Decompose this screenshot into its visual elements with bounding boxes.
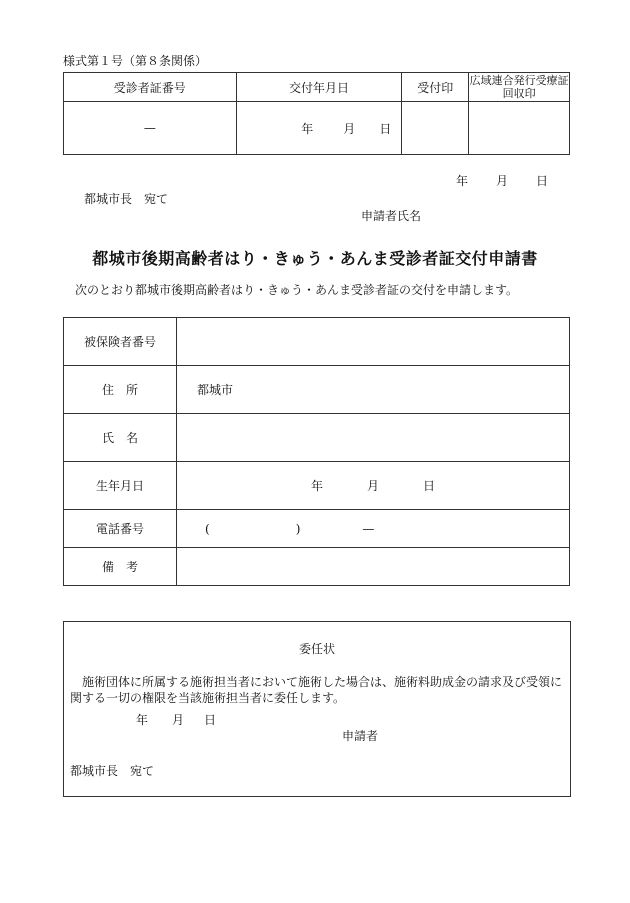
- header-collection-stamp: 広域連合発行受療証回収印: [469, 74, 569, 100]
- label-birth-date: 生年月日: [64, 462, 177, 510]
- phone-dash: —: [362, 521, 375, 536]
- label-insured-number: 被保険者番号: [64, 318, 177, 366]
- header-issue-date: 交付年月日: [236, 73, 402, 102]
- application-date-day: 日: [535, 174, 548, 188]
- header-reception-stamp: 受付印: [402, 73, 469, 102]
- label-remarks: 備 考: [64, 548, 177, 586]
- label-name: 氏 名: [64, 414, 177, 462]
- header-cert-number: 受診者証番号: [64, 73, 237, 102]
- proxy-date-year: 年: [136, 713, 149, 727]
- birth-date-month: 月: [366, 479, 379, 493]
- application-date: [456, 172, 548, 189]
- proxy-title: 委任状: [298, 642, 335, 656]
- birth-date-year: 年: [310, 479, 323, 493]
- application-form-table: [63, 317, 570, 586]
- reception-stamp-cell[interactable]: [402, 102, 469, 155]
- issue-date-year: 年: [301, 121, 314, 136]
- issue-date-day: 日: [379, 121, 392, 136]
- intro-text: 次のとおり都城市後期高齢者はり・きゅう・あんま受診者証の交付を申請します。: [75, 283, 519, 297]
- cert-number-cell[interactable]: [64, 102, 237, 155]
- form-number-label: 様式第１号（第８条関係）: [63, 54, 208, 68]
- proxy-body: 施術団体に所属する施術担当者において施術した場合は、施術料助成金の請求及び受領に関する一切の権限を当該施術担当者に委任します。: [70, 675, 563, 705]
- phone-open-paren: (: [205, 521, 210, 536]
- phone-close-paren: ): [295, 521, 301, 536]
- page-title: 都城市後期高齢者はり・きゅう・あんま受診者証交付申請書: [92, 249, 538, 268]
- proxy-addressee: 都城市長 宛て: [70, 764, 155, 778]
- insured-number-field[interactable]: [177, 318, 570, 366]
- proxy-section: [63, 621, 571, 797]
- proxy-date-day: 日: [204, 713, 217, 727]
- proxy-date: [136, 711, 216, 728]
- address-field[interactable]: 都城市: [177, 366, 570, 414]
- label-address: 住 所: [64, 366, 177, 414]
- application-date-month: 月: [495, 174, 508, 188]
- birth-date-field[interactable]: [177, 462, 570, 510]
- birth-date-day: 日: [423, 479, 436, 493]
- collection-stamp-cell[interactable]: [469, 102, 570, 155]
- application-date-year: 年: [455, 174, 468, 188]
- issue-date-month: 月: [343, 121, 356, 136]
- label-phone: 電話番号: [64, 510, 177, 548]
- issue-date-cell[interactable]: [236, 102, 402, 155]
- top-record-table: [63, 72, 570, 155]
- applicant-name-label: 申請者氏名: [361, 209, 422, 223]
- addressee: 都城市長 宛て: [84, 192, 169, 206]
- phone-field[interactable]: [177, 510, 570, 548]
- name-field[interactable]: [177, 414, 570, 462]
- cert-number-value: —: [143, 121, 156, 135]
- proxy-applicant-label: 申請者: [342, 729, 379, 743]
- remarks-field[interactable]: [177, 548, 570, 586]
- proxy-date-month: 月: [172, 713, 185, 727]
